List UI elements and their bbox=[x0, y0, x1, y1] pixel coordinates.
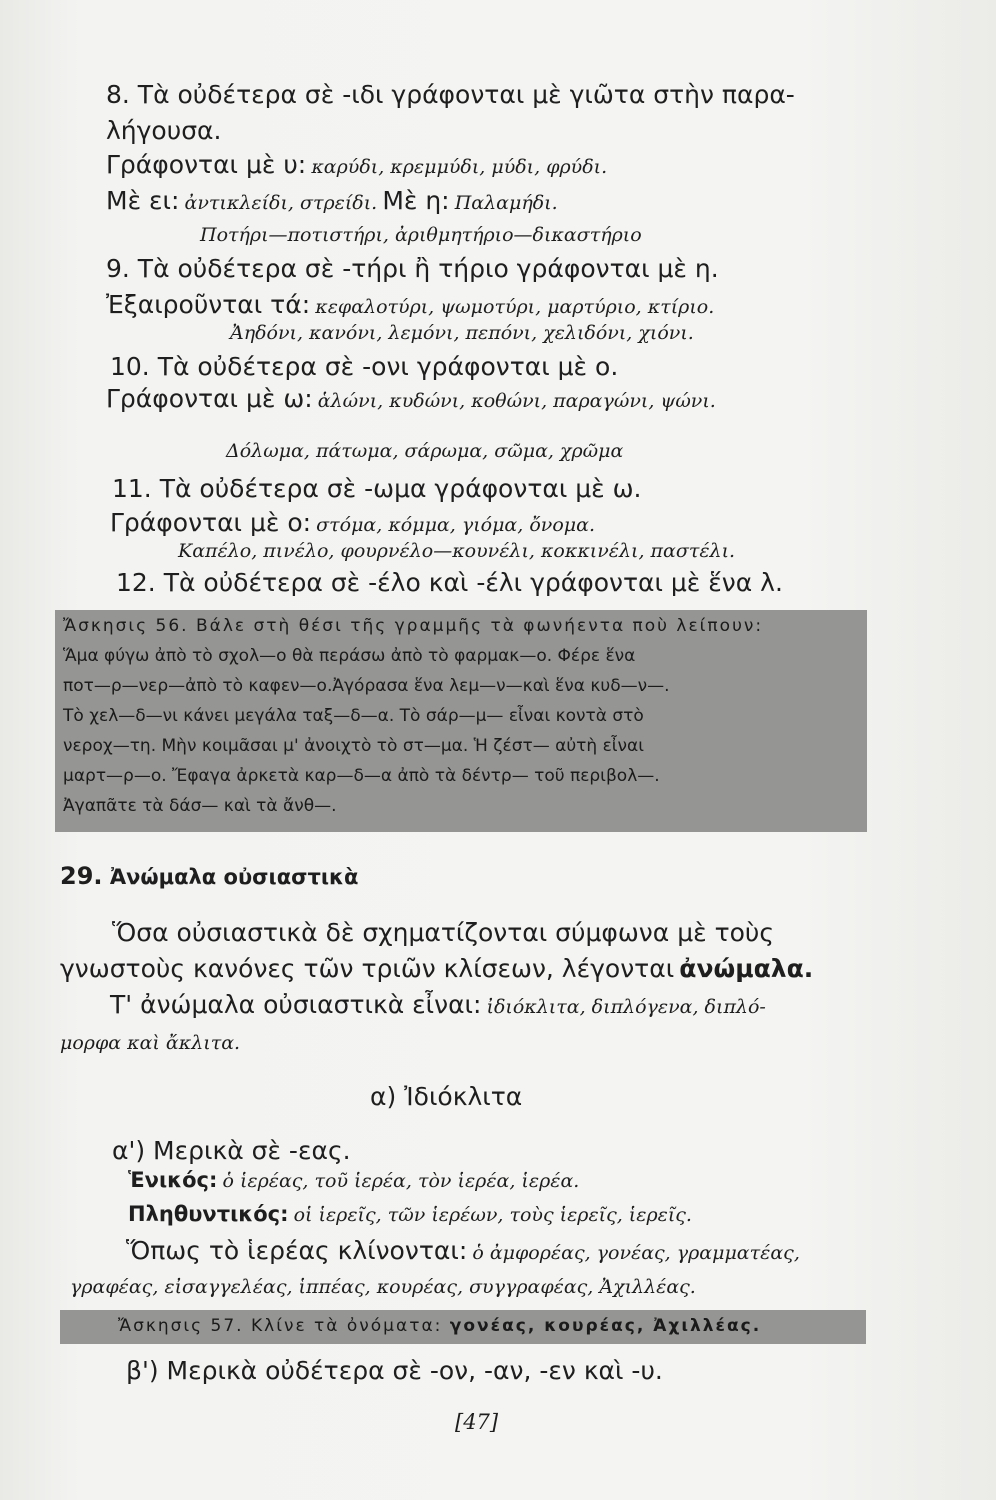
plural-line bbox=[128, 1202, 692, 1226]
eta-label: Μὲ η: bbox=[382, 186, 450, 215]
section-29-heading bbox=[60, 862, 358, 890]
plural-forms: οἱ ἱερεῖς, τῶν ἱερέων, τοὺς ἱερεῖς, ἱερεῖς. bbox=[293, 1204, 692, 1226]
section-29-para-line4: μορφα καὶ ἄκλιτα. bbox=[60, 1032, 241, 1054]
rule-11-omicron bbox=[110, 508, 595, 537]
like-line bbox=[126, 1236, 800, 1265]
item-a-line: α') Μερικὰ σὲ -εας. bbox=[112, 1136, 351, 1165]
para-line2-text: γνωστοὺς κανόνες τῶν τριῶν κλίσεων, λέγονται bbox=[60, 954, 675, 983]
rule-10-omega bbox=[106, 384, 716, 413]
para-line3-text: Τ' ἀνώμαλα οὐσιαστικὰ εἶναι: bbox=[110, 990, 482, 1019]
rule-10-line: 10. Τὰ οὐδέτερα σὲ -ονι γράφονται μὲ ο. bbox=[110, 352, 619, 381]
except-label: Ἐξαιροῦνται τά: bbox=[106, 290, 311, 319]
item-b-line: β') Μερικὰ οὐδέτερα σὲ -ον, -αν, -εν καὶ -υ. bbox=[126, 1356, 663, 1385]
rule-9-line: 9. Τὰ οὐδέτερα σὲ -τήρι ἢ τήριο γράφονται μὲ η. bbox=[106, 254, 719, 283]
singular-line bbox=[128, 1168, 579, 1192]
omega-label: Γράφονται μὲ ω: bbox=[106, 384, 313, 413]
rule-8-upsilon bbox=[106, 150, 607, 179]
upsilon-words: καρύδι, κρεμμύδι, μύδι, φρύδι. bbox=[311, 156, 608, 178]
subsection-a-heading: α) Ἰδιόκλιτα bbox=[370, 1082, 523, 1111]
rule-8-example: Ποτήρι—ποτιστήρι, ἀριθμητήριο—δικαστήριο bbox=[200, 224, 642, 246]
rule-9-exceptions bbox=[106, 290, 714, 319]
eta-words: Παλαμήδι. bbox=[454, 192, 558, 214]
exercise-57-words: γονέας, κουρέας, Ἀχιλλέας. bbox=[449, 1316, 762, 1336]
rule-8-line2: λήγουσα. bbox=[106, 116, 222, 145]
para-line2-term: ἀνώμαλα. bbox=[679, 954, 814, 983]
section-29-para-line2 bbox=[60, 954, 813, 983]
section-29-para-line1: Ὅσα οὐσιαστικὰ δὲ σχηματίζονται σύμφωνα μὲ τοὺς bbox=[112, 918, 775, 947]
singular-label: Ἑνικός: bbox=[128, 1168, 218, 1192]
like-words2: γραφέας, εἰσαγγελέας, ἱππέας, κουρέας, συγγραφέας, Ἀχιλλέας. bbox=[70, 1276, 696, 1298]
like-label: Ὅπως τὸ ἱερέας κλίνονται: bbox=[126, 1236, 468, 1265]
exercise-56-box bbox=[55, 610, 867, 832]
exercise-57-line bbox=[118, 1316, 761, 1336]
section-number: 29. bbox=[60, 862, 103, 890]
exercise-57-bar bbox=[60, 1310, 866, 1344]
exercise-56-line6: μαρτ—ρ—ο. Ἔφαγα ἀρκετὰ καρ—δ—α ἀπὸ τὰ δέντρ— τοῦ περιβολ—. bbox=[63, 766, 660, 786]
ei-words: ἀντικλείδι, στρείδι. bbox=[184, 192, 378, 214]
exercise-56-line3: ποτ—ρ—νερ—ἀπὸ τὸ καφεν—ο.Ἀγόρασα ἕνα λεμ—ν—καὶ ἕνα κυδ—ν—. bbox=[63, 676, 670, 696]
rule-12-line: 12. Τὰ οὐδέτερα σὲ -έλο καὶ -έλι γράφονται μὲ ἕνα λ. bbox=[116, 568, 783, 597]
section-29-para-line3 bbox=[110, 990, 766, 1019]
rule-11-example: Καπέλο, πινέλο, φουρνέλο—κουνέλι, κοκκινέλι, παστέλι. bbox=[178, 540, 736, 562]
exercise-56-line2: Ἅμα φύγω ἀπὸ τὸ σχολ—ο θὰ περάσω ἀπὸ τὸ φαρμακ—ο. Φέρε ἕνα bbox=[63, 646, 636, 666]
singular-forms: ὁ ἱερέας, τοῦ ἱερέα, τὸν ἱερέα, ἱερέα. bbox=[222, 1170, 580, 1192]
rule-8-ei-eta bbox=[106, 186, 558, 215]
omega-words: ἁλώνι, κυδώνι, κοθώνι, παραγώνι, ψώνι. bbox=[317, 390, 716, 412]
rule-8-line1: 8. Τὰ οὐδέτερα σὲ -ιδι γράφονται μὲ γιῶτα στὴν παρα- bbox=[106, 80, 795, 109]
section-title: Ἀνώμαλα οὐσιαστικὰ bbox=[109, 865, 359, 889]
exercise-56-line7: Ἀγαπᾶτε τὰ δάσ— καὶ τὰ ἄνθ—. bbox=[63, 796, 337, 816]
para-line3-terms: ἰδιόκλιτα, διπλόγενα, διπλό- bbox=[486, 996, 766, 1018]
ei-label: Μὲ ει: bbox=[106, 186, 180, 215]
except-words: κεφαλοτύρι, ψωμοτύρι, μαρτύριο, κτίριο. bbox=[315, 296, 715, 318]
rule-11-line: 11. Τὰ οὐδέτερα σὲ -ωμα γράφονται μὲ ω. bbox=[112, 474, 642, 503]
exercise-56-line1: Ἄσκησις 56. Βάλε στὴ θέσι τῆς γραμμῆς τὰ φωνήεντα ποὺ λείπουν: bbox=[63, 616, 764, 636]
omicron-label: Γράφονται μὲ ο: bbox=[110, 508, 312, 537]
exercise-56-line5: νεροχ—τη. Μὴν κοιμᾶσαι μ' ἀνοιχτὸ τὸ στ—μα. Ἡ ζέστ— αὐτὴ εἶναι bbox=[63, 736, 644, 756]
plural-label: Πληθυντικός: bbox=[128, 1202, 289, 1226]
omicron-words: στόμα, κόμμα, γιόμα, ὄνομα. bbox=[316, 514, 595, 536]
rule-9-example: Ἀηδόνι, κανόνι, λεμόνι, πεπόνι, χελιδόνι, χιόνι. bbox=[230, 322, 694, 344]
rule-10-example: Δόλωμα, πάτωμα, σάρωμα, σῶμα, χρῶμα bbox=[226, 440, 624, 462]
exercise-57-label: Ἄσκησις 57. Κλίνε τὰ ὀνόματα: bbox=[118, 1316, 443, 1336]
upsilon-label: Γράφονται μὲ υ: bbox=[106, 150, 307, 179]
like-words1: ὁ ἀμφορέας, γονέας, γραμματέας, bbox=[472, 1242, 800, 1264]
page-number: [47] bbox=[455, 1410, 499, 1434]
exercise-56-line4: Τὸ χελ—δ—νι κάνει μεγάλα ταξ—δ—α. Τὸ σάρ—μ— εἶναι κοντὰ στὸ bbox=[63, 706, 644, 726]
